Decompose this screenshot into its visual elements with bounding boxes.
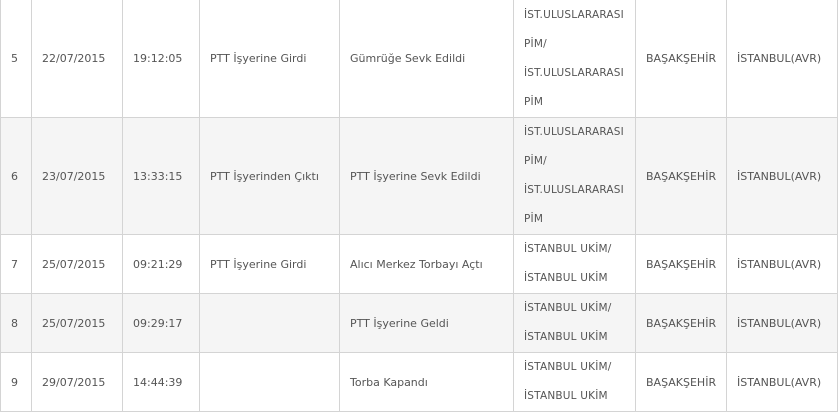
row-city: İSTANBUL(AVR) <box>727 353 838 412</box>
row-event: PTT İşyerine Girdi <box>200 0 340 118</box>
table-row <box>1 0 838 118</box>
row-district: BAŞAKŞEHİR <box>636 118 727 235</box>
row-unit <box>514 294 636 353</box>
row-number: 5 <box>1 0 32 118</box>
row-city: İSTANBUL(AVR) <box>727 235 838 294</box>
row-description: PTT İşyerine Geldi <box>340 294 514 353</box>
row-event <box>200 353 340 412</box>
row-description: Alıcı Merkez Torbayı Açtı <box>340 235 514 294</box>
unit-line: İSTANBUL UKİM/ <box>524 243 612 255</box>
row-city: İSTANBUL(AVR) <box>727 0 838 118</box>
row-district: BAŞAKŞEHİR <box>636 235 727 294</box>
unit-line: İST.ULUSLARARASI <box>524 8 624 21</box>
table-row <box>1 235 838 294</box>
unit-line: PİM <box>524 95 544 108</box>
row-district: BAŞAKŞEHİR <box>636 353 727 412</box>
row-city: İSTANBUL(AVR) <box>727 118 838 235</box>
unit-line: PİM <box>524 213 544 225</box>
row-district: BAŞAKŞEHİR <box>636 294 727 353</box>
row-description: Torba Kapandı <box>340 353 514 412</box>
row-time: 09:29:17 <box>123 294 200 353</box>
row-date: 25/07/2015 <box>32 235 123 294</box>
table-row <box>1 294 838 353</box>
row-date: 29/07/2015 <box>32 353 123 412</box>
row-time: 13:33:15 <box>123 118 200 235</box>
row-event: PTT İşyerine Girdi <box>200 235 340 294</box>
unit-line: İSTANBUL UKİM <box>524 390 608 402</box>
unit-line: PİM/ <box>524 37 547 50</box>
row-time: 14:44:39 <box>123 353 200 412</box>
row-city: İSTANBUL(AVR) <box>727 294 838 353</box>
unit-line: İSTANBUL UKİM/ <box>524 361 612 373</box>
row-date: 22/07/2015 <box>32 0 123 118</box>
row-district: BAŞAKŞEHİR <box>636 0 727 118</box>
row-unit <box>514 235 636 294</box>
unit-line: İSTANBUL UKİM <box>524 272 608 284</box>
table-row <box>1 118 838 235</box>
row-time: 19:12:05 <box>123 0 200 118</box>
row-description: PTT İşyerine Sevk Edildi <box>340 118 514 235</box>
unit-line: İST.ULUSLARARASI <box>524 184 624 196</box>
row-time: 09:21:29 <box>123 235 200 294</box>
unit-line: İST.ULUSLARARASI <box>524 126 624 138</box>
row-event: PTT İşyerinden Çıktı <box>200 118 340 235</box>
row-date: 23/07/2015 <box>32 118 123 235</box>
row-event <box>200 294 340 353</box>
table-row <box>1 353 838 412</box>
row-unit <box>514 118 636 235</box>
row-unit <box>514 353 636 412</box>
unit-line: İSTANBUL UKİM <box>524 331 608 343</box>
row-number: 6 <box>1 118 32 235</box>
row-description: Gümrüğe Sevk Edildi <box>340 0 514 118</box>
unit-line: İSTANBUL UKİM/ <box>524 302 612 314</box>
row-unit <box>514 0 636 118</box>
unit-line: İST.ULUSLARARASI <box>524 66 624 79</box>
row-number: 8 <box>1 294 32 353</box>
row-date: 25/07/2015 <box>32 294 123 353</box>
row-number: 7 <box>1 235 32 294</box>
row-number: 9 <box>1 353 32 412</box>
unit-line: PİM/ <box>524 155 547 167</box>
